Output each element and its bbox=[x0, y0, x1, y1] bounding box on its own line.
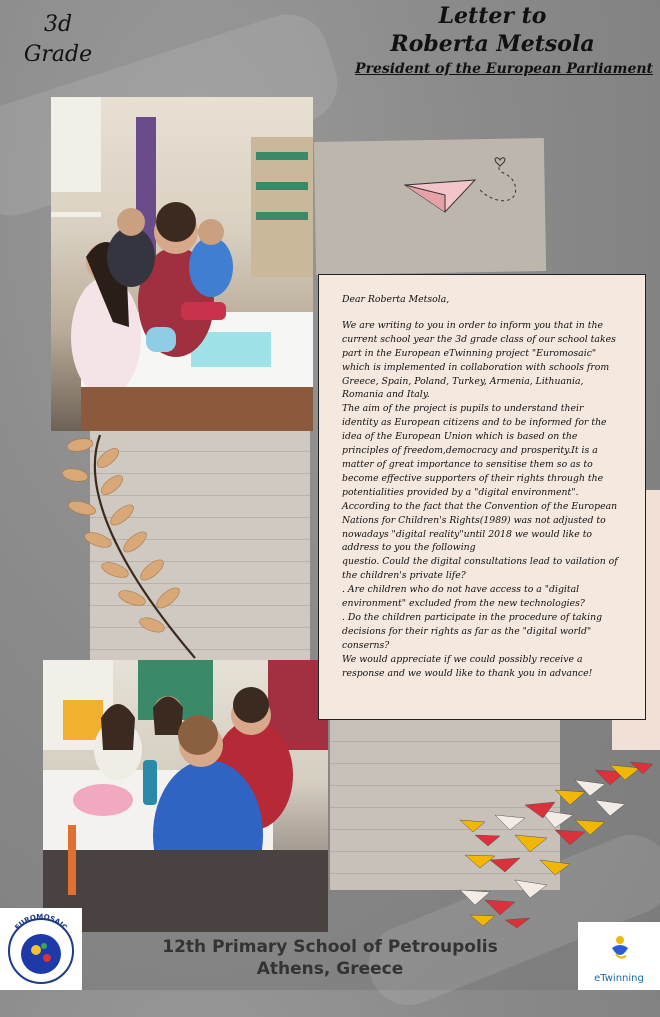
letter-line: become effective supporters of their rights through the bbox=[342, 472, 604, 484]
letter-line: identity as European citizens and to be informed for the bbox=[342, 417, 607, 429]
letter-line: The aim of the project is pupils to understand their bbox=[342, 403, 584, 415]
title-recipient: Roberta Metsola bbox=[390, 31, 595, 57]
letter-line: conserns? bbox=[342, 639, 390, 651]
letter-line: We are writing to you in order to inform you that in the bbox=[342, 319, 603, 331]
letter-line: . Are children who do not have access to a "digital bbox=[342, 584, 580, 596]
letter-line: matter of great importance to sensitise them so as to bbox=[342, 458, 593, 470]
title-letter-to: Letter to bbox=[438, 3, 547, 29]
letter-paper bbox=[318, 274, 646, 720]
letter-greeting: Dear Roberta Metsola, bbox=[342, 294, 450, 305]
footer bbox=[0, 936, 660, 980]
svg-text:EUROMOSAIC: EUROMOSAIC bbox=[13, 912, 69, 932]
classroom-photo-bottom bbox=[43, 660, 328, 932]
grade-word: Grade bbox=[23, 42, 93, 67]
grade-label bbox=[18, 10, 98, 70]
title-position: President of the European Parliament bbox=[355, 61, 653, 77]
school-name: 12th Primary School of Petroupolis bbox=[162, 937, 498, 957]
letter-line: Romania and Italy. bbox=[342, 389, 430, 401]
paper-plane-icon bbox=[400, 150, 530, 230]
grade-number: 3d bbox=[43, 12, 73, 37]
letter-line: We would appreciate if we could possibly receive a bbox=[342, 653, 583, 665]
letter-line: address to you the following bbox=[342, 542, 476, 554]
letter-line: . Do the children participate in the procedure of taking bbox=[342, 611, 603, 623]
letter-line: current school year the 3d grade class of our school takes bbox=[342, 333, 616, 345]
letter-line: principles of freedom,democracy and prosperity.It is a bbox=[342, 445, 598, 457]
letter-line: According to the fact that the Convention of the European bbox=[342, 500, 618, 512]
letter-line: Greece, Spain, Poland, Turkey, Armenia, Lithuania, bbox=[342, 375, 584, 387]
letter-line: idea of the European Union which is based on the bbox=[342, 431, 578, 443]
letter-line: the children's private life? bbox=[342, 570, 466, 582]
letter-line: potentialities provided by a "digital environment". bbox=[342, 486, 579, 498]
leaf-branch-icon bbox=[60, 430, 200, 660]
title-block bbox=[330, 2, 655, 80]
school-location: Athens, Greece bbox=[256, 959, 404, 979]
letter-line: decisions for their rights as far as the "digital world" bbox=[342, 625, 592, 637]
letter-line: questio. Could the digital consultations lead to vailation of bbox=[342, 556, 618, 568]
letter-line: response and we would like to thank you in advance! bbox=[342, 667, 593, 679]
letter-line: nowadays "digital reality"until 2018 we would like to bbox=[342, 528, 593, 540]
letter-line: part in the European eTwinning project "Euromosaic" bbox=[342, 347, 597, 359]
letter-line: which is implemented in collaboration with schools from bbox=[342, 361, 610, 373]
etwinning-label: eTwinning bbox=[594, 973, 644, 984]
letter-line: environment" excluded from the new technologies? bbox=[342, 598, 585, 610]
paper-planes-flock-icon bbox=[455, 760, 655, 930]
letter-line: Nations for Children's Rights(1989) was not adjusted to bbox=[342, 514, 606, 526]
classroom-photo-top bbox=[51, 97, 313, 431]
